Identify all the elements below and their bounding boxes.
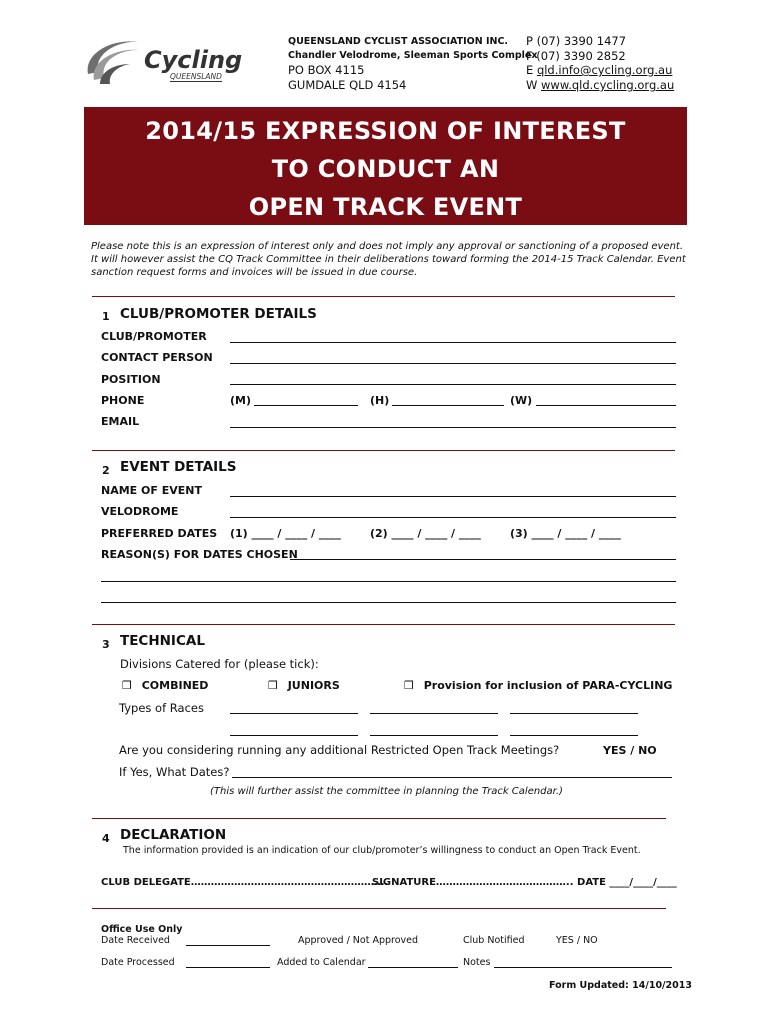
section-3-number: 3 — [102, 638, 110, 651]
club-notified-label: Club Notified — [463, 935, 525, 946]
section-1-title: CLUB/PROMOTER DETAILS — [120, 306, 317, 322]
section-divider — [92, 296, 675, 297]
section-4-title: DECLARATION — [120, 827, 227, 843]
date-processed-field[interactable] — [186, 967, 270, 968]
types-of-races-label: Types of Races — [119, 701, 204, 715]
email-link[interactable]: qld.info@cycling.org.au — [536, 63, 673, 77]
web-prefix: W — [526, 78, 538, 92]
para-cycling-option[interactable] — [404, 679, 672, 692]
notes-label: Notes — [463, 957, 491, 968]
form-updated: Form Updated: 14/10/2013 — [549, 980, 692, 991]
restricted-yes-no[interactable]: YES / NO — [603, 744, 657, 757]
email-prefix: E — [526, 63, 534, 77]
combined-option[interactable] — [122, 679, 208, 692]
reasons-field-line-3[interactable] — [101, 602, 676, 603]
phone-home-field[interactable] — [392, 405, 504, 406]
fax-number: F (07) 3390 2852 — [526, 49, 626, 63]
position-field[interactable] — [230, 384, 676, 385]
email-line — [526, 63, 672, 77]
restricted-meetings-question: Are you considering running any additional Restricted Open Track Meetings? — [119, 743, 560, 757]
checkbox-icon[interactable]: ❒ — [404, 679, 414, 692]
title-banner — [84, 107, 687, 225]
web-link[interactable]: www.qld.cycling.org.au — [541, 78, 675, 92]
contact-person-label: CONTACT PERSON — [101, 351, 213, 364]
event-name-label: NAME OF EVENT — [101, 484, 202, 497]
event-name-field[interactable] — [230, 496, 676, 497]
phone-work-label: (W) — [510, 394, 533, 407]
juniors-option[interactable] — [268, 679, 340, 692]
added-to-calendar-label: Added to Calendar — [277, 957, 366, 968]
if-yes-dates-label: If Yes, What Dates? — [119, 765, 230, 779]
email-field[interactable] — [230, 427, 676, 428]
title-line-2: TO CONDUCT AN — [271, 155, 500, 183]
combined-label: COMBINED — [141, 679, 209, 692]
reasons-field[interactable] — [290, 559, 676, 560]
title-line-3: OPEN TRACK EVENT — [248, 193, 523, 221]
date-received-label: Date Received — [101, 935, 170, 946]
preferred-date-2[interactable]: (2) ____ / ____ / ____ — [370, 527, 481, 540]
signature-date-line[interactable]: SIGNATURE………………………………….. DATE ____/____/____ — [372, 877, 677, 888]
added-to-calendar-field[interactable] — [368, 967, 458, 968]
assist-note: (This will further assist the committee in planning the Track Calendar.) — [210, 786, 563, 797]
notes-field[interactable] — [494, 967, 672, 968]
race-type-field-3[interactable] — [510, 713, 638, 714]
date-processed-label: Date Processed — [101, 957, 175, 968]
section-3-title: TECHNICAL — [120, 633, 205, 649]
declaration-text: The information provided is an indication of our club/promoter’s willingness to conduct an Open Track Event. — [123, 845, 641, 856]
web-line — [526, 78, 674, 92]
reasons-label: REASON(S) FOR DATES CHOSEN — [101, 548, 298, 561]
section-2-title: EVENT DETAILS — [120, 459, 237, 475]
club-notified-yes-no[interactable]: YES / NO — [556, 935, 598, 946]
office-use-title: Office Use Only — [101, 924, 183, 935]
divisions-label: Divisions Catered for (please tick): — [120, 657, 319, 671]
checkbox-icon[interactable]: ❒ — [268, 679, 278, 692]
approved-not-approved[interactable]: Approved / Not Approved — [298, 935, 419, 946]
org-venue: Chandler Velodrome, Sleeman Sports Complex — [288, 50, 538, 61]
phone-label: PHONE — [101, 394, 145, 407]
club-promoter-field[interactable] — [230, 342, 676, 343]
section-2-number: 2 — [102, 464, 110, 477]
phone-home-label: (H) — [370, 394, 390, 407]
phone-mobile-field[interactable] — [254, 405, 358, 406]
date-received-field[interactable] — [186, 945, 270, 946]
race-type-field-4[interactable] — [230, 735, 358, 736]
if-yes-dates-field[interactable] — [232, 777, 672, 778]
contact-person-field[interactable] — [230, 363, 676, 364]
po-box: PO BOX 4115 — [288, 63, 365, 77]
section-4-number: 4 — [102, 832, 110, 845]
logo-subtext: QUEENSLAND — [170, 72, 222, 81]
org-name: QUEENSLAND CYCLIST ASSOCIATION INC. — [288, 36, 509, 47]
phone-work-field[interactable] — [536, 405, 676, 406]
title-line-1: 2014/15 EXPRESSION OF INTEREST — [145, 117, 626, 145]
preferred-dates-label: PREFERRED DATES — [101, 527, 218, 540]
phone-mobile-label: (M) — [230, 394, 252, 407]
preferred-date-1[interactable]: (1) ____ / ____ / ____ — [230, 527, 341, 540]
section-divider — [92, 908, 666, 909]
suburb: GUMDALE QLD 4154 — [288, 78, 407, 92]
velodrome-field[interactable] — [230, 517, 676, 518]
section-divider — [92, 624, 675, 625]
section-1-number: 1 — [102, 310, 110, 323]
preferred-date-3[interactable]: (3) ____ / ____ / ____ — [510, 527, 621, 540]
velodrome-label: VELODROME — [101, 505, 179, 518]
section-divider — [92, 818, 666, 819]
checkbox-icon[interactable]: ❒ — [122, 679, 132, 692]
email-label: EMAIL — [101, 415, 140, 428]
cycling-queensland-logo — [80, 34, 243, 94]
race-type-field-5[interactable] — [370, 735, 498, 736]
race-type-field-2[interactable] — [370, 713, 498, 714]
para-cycling-label: Provision for inclusion of PARA-CYCLING — [423, 679, 673, 692]
club-promoter-label: CLUB/PROMOTER — [101, 330, 207, 343]
logo-text: Cycling — [144, 46, 243, 74]
club-delegate-line[interactable]: CLUB DELEGATE………………………………………………….. — [101, 877, 389, 888]
juniors-label: JUNIORS — [287, 679, 340, 692]
position-label: POSITION — [101, 373, 161, 386]
race-type-field-6[interactable] — [510, 735, 638, 736]
intro-note: Please note this is an expression of interest only and does not imply any approval or sanctioning of a proposed event. It will however assist the CQ Track Committee in their deliberations toward forming the 2014-15 Track Calendar. Event sanction request forms and invoices will be issued in due course. — [91, 241, 686, 278]
reasons-field-line-2[interactable] — [101, 581, 676, 582]
section-divider — [92, 450, 675, 451]
phone-number: P (07) 3390 1477 — [526, 34, 627, 48]
race-type-field-1[interactable] — [230, 713, 358, 714]
